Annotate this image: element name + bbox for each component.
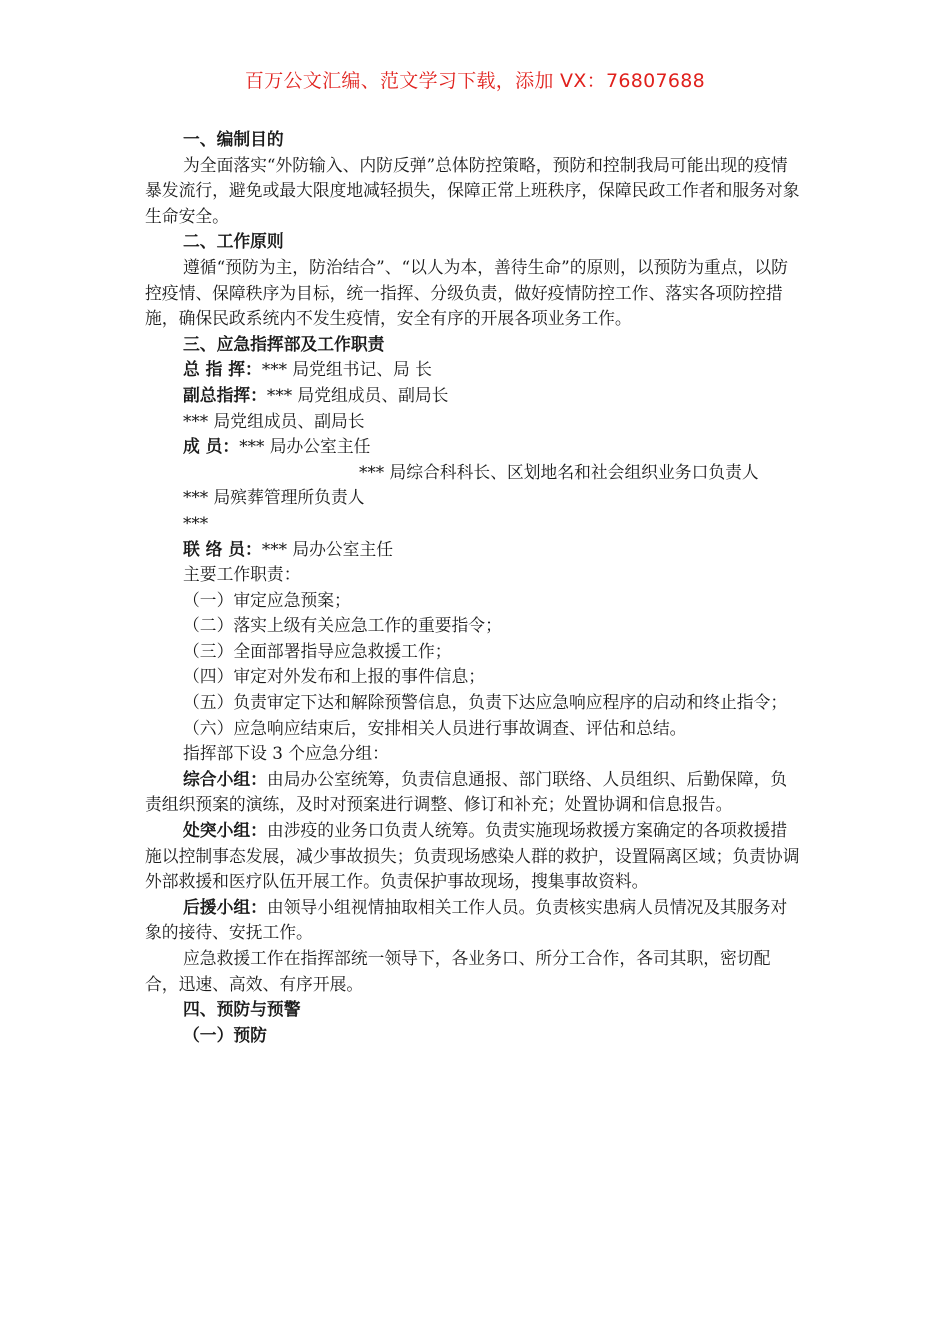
members-label: 成 员：	[183, 436, 240, 457]
group-emergency-label: 处突小组：	[183, 820, 267, 841]
vice-commander-line-2: *** 局党组成员、副局长	[183, 410, 365, 431]
vice-commander-line	[145, 383, 801, 409]
duty-item-3: （三）全面部署指导应急救援工作；	[183, 640, 452, 661]
vice-commander-label: 副总指挥：	[183, 384, 267, 405]
members-line-3: *** 局殡葬管理所负责人	[183, 487, 365, 508]
document-body	[145, 127, 801, 1048]
liaison-line	[145, 537, 801, 563]
section-2-paragraph: 遵循“预防为主，防治结合”、“以人为本，善待生命”的原则，以预防为重点，以防控疫情、保障秩序为目标，统一指挥、分级负责，做好疫情防控工作、落实各项防控措施，确保民政系统内不发生疫情，安全有序的开展各项业务工作。	[145, 256, 788, 329]
commander-line	[145, 357, 801, 383]
section-3-heading: 三、应急指挥部及工作职责	[183, 333, 385, 354]
liaison-label: 联 络 员：	[183, 538, 262, 559]
members-line-2: *** 局综合科科长、区划地名和社会组织业务口负责人	[359, 461, 759, 482]
duty-item-6: （六）应急响应结束后，安排相关人员进行事故调查、评估和总结。	[183, 717, 687, 738]
vice-commander-value: *** 局党组成员、副局长	[266, 384, 449, 405]
download-banner: 百万公文汇编、范文学习下载，添加 VX：76807688	[244, 70, 706, 92]
section-1-paragraph: 为全面落实“外防输入、内防反弹”总体防控策略，预防和控制我局可能出现的疫情暴发流行，避免或最大限度地减轻损失，保障正常上班秩序，保障民政工作者和服务对象生命安全。	[145, 154, 800, 226]
group-support-text: 由领导小组视情抽取相关工作人员。负责核实患病人员情况及其服务对象的接待、安抚工作。	[145, 896, 788, 943]
duty-item-1: （一）审定应急预案；	[183, 589, 351, 610]
group-general-paragraph	[145, 767, 801, 818]
commander-label: 总 指 挥：	[183, 359, 262, 380]
members-line-4: ***	[183, 512, 209, 533]
group-general-text: 由局办公室统筹，负责信息通报、部门联络、人员组织、后勤保障，负责组织预案的演练，及时对预案进行调整、修订和补充；处置协调和信息报告。	[145, 768, 788, 815]
duty-item-4: （四）审定对外发布和上报的事件信息；	[183, 666, 486, 687]
members-value: *** 局办公室主任	[239, 436, 371, 457]
cooperation-paragraph: 应急救援工作在指挥部统一领导下，各业务口、所分工合作，各司其职，密切配合，迅速、高效、有序开展。	[145, 948, 771, 994]
section-4-heading: 四、预防与预警	[183, 999, 301, 1020]
group-support-paragraph	[145, 895, 801, 946]
section-4-subheading: （一）预防	[183, 1024, 267, 1045]
group-emergency-text: 由涉疫的业务口负责人统筹。负责实施现场救援方案确定的各项救援措施以控制事态发展，减少事故损失；负责现场感染人群的救护，设置隔离区域；负责协调外部救援和医疗队伍开展工作。负责保护事故现场，搜集事故资料。	[145, 820, 800, 892]
section-2-heading: 二、工作原则	[183, 231, 284, 252]
group-emergency-paragraph	[145, 818, 801, 895]
liaison-value: *** 局办公室主任	[261, 538, 394, 559]
section-1-heading: 一、编制目的	[183, 129, 284, 149]
groups-intro: 指挥部下设 3 个应急分组：	[183, 743, 389, 764]
duty-item-2: （二）落实上级有关应急工作的重要指令；	[183, 615, 502, 636]
duty-item-5: （五）负责审定下达和解除预警信息，负责下达应急响应程序的启动和终止指令；	[183, 692, 788, 713]
group-general-label: 综合小组：	[183, 768, 267, 789]
group-support-label: 后援小组：	[183, 896, 267, 917]
members-line	[145, 434, 801, 460]
duties-heading: 主要工作职责：	[183, 564, 301, 585]
commander-value: *** 局党组书记、局 长	[261, 359, 432, 380]
